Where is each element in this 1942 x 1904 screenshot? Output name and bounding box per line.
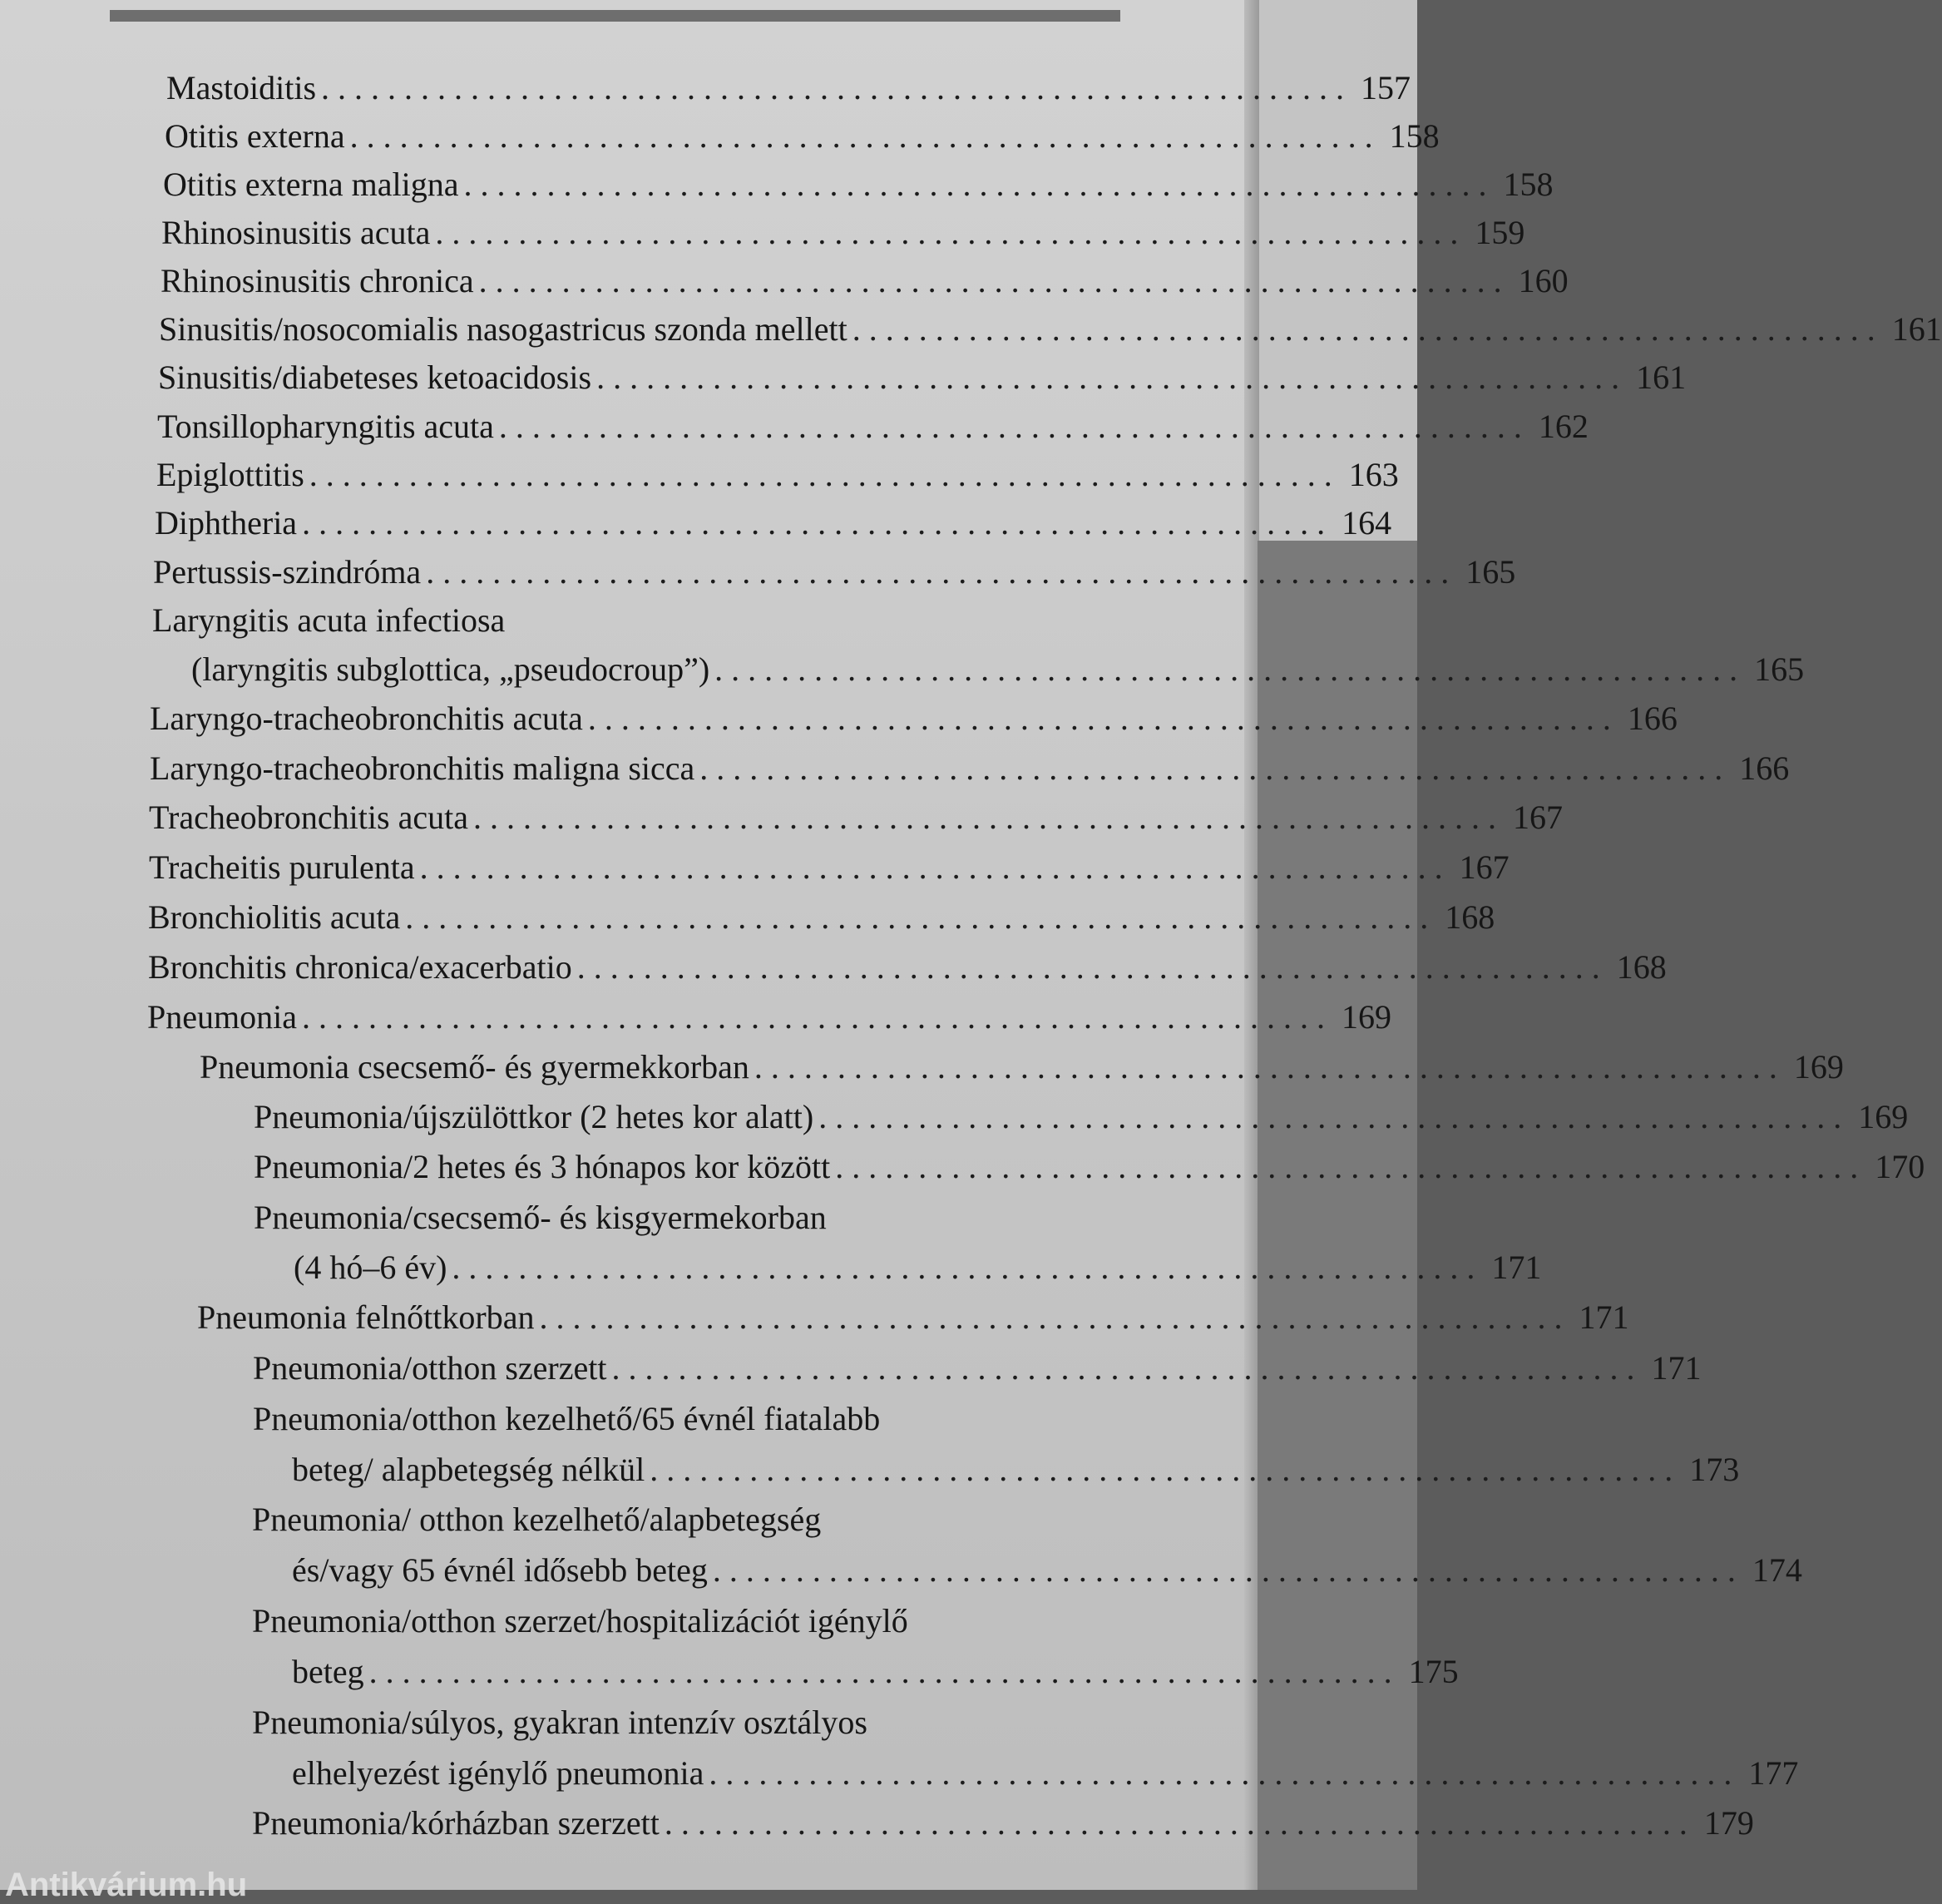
page-number: 169 — [1858, 1098, 1909, 1135]
toc-entry — [152, 601, 1130, 650]
toc-entry — [292, 1550, 1802, 1600]
toc-entry — [147, 997, 1391, 1047]
dot-leader: .............................................................. — [302, 504, 1334, 542]
page-number: 157 — [1361, 69, 1411, 106]
toc-entry — [253, 1348, 1702, 1398]
entry-title: Bronchiolitis acuta — [148, 898, 401, 936]
dot-leader: .............................................................. — [699, 749, 1732, 787]
dot-leader: .............................................................. — [498, 408, 1530, 445]
page-number: 171 — [1651, 1349, 1702, 1387]
entry-title: Otitis externa maligna — [163, 166, 459, 203]
page-number: 162 — [1538, 408, 1589, 445]
page-number: 158 — [1503, 166, 1554, 203]
dot-leader: .............................................................. — [478, 262, 1510, 299]
toc-entry — [148, 947, 1667, 997]
entry-title: Pneumonia/ otthon kezelhető/alapbetegség — [252, 1501, 822, 1538]
page-number: 174 — [1752, 1551, 1802, 1589]
dot-leader: .............................................................. — [426, 553, 1458, 591]
page-number: 163 — [1348, 456, 1399, 493]
dot-leader: .............................................................. — [405, 898, 1437, 936]
dot-leader: .............................................................. — [664, 1804, 1696, 1842]
dot-leader: .............................................................. — [712, 1551, 1744, 1589]
dot-leader: .............................................................. — [835, 1148, 1867, 1185]
page-number: 169 — [1341, 998, 1391, 1036]
dot-leader: .............................................................. — [472, 799, 1505, 836]
entry-title: beteg/ alapbetegség nélkül — [292, 1451, 645, 1488]
entry-title: Pneumonia csecsemő- és gyermekkorban — [200, 1048, 749, 1086]
page-number: 170 — [1875, 1148, 1925, 1185]
page-number: 173 — [1689, 1451, 1740, 1488]
page-number: 169 — [1793, 1048, 1844, 1086]
entry-title: Pneumonia/kórházban szerzett — [252, 1804, 660, 1842]
toc-entry — [166, 68, 1411, 118]
entry-title: Pneumonia/csecsemő- és kisgyermekorban — [254, 1199, 827, 1236]
toc-entry — [200, 1047, 1844, 1097]
toc-entry — [252, 1803, 1754, 1853]
entry-title: Mastoiditis — [166, 69, 317, 106]
dot-leader: .............................................................. — [650, 1451, 1682, 1488]
page-number: 159 — [1475, 214, 1525, 251]
entry-title: Otitis externa — [165, 117, 345, 155]
toc-entry — [294, 1248, 1542, 1298]
dot-leader: .............................................................. — [576, 948, 1608, 986]
toc-entry — [163, 165, 1554, 215]
toc-entry — [155, 503, 1392, 553]
page-number: 175 — [1408, 1653, 1459, 1690]
page-number: 165 — [1465, 553, 1516, 591]
watermark-text: Antikvárium.hu — [5, 1867, 248, 1903]
entry-title: Tonsillopharyngitis acuta — [157, 408, 494, 445]
entry-title: Pneumonia — [147, 998, 297, 1036]
page-number: 171 — [1579, 1298, 1629, 1336]
dot-leader: .............................................................. — [852, 310, 1884, 348]
entry-title: Pneumonia/súlyos, gyakran intenzív osztályos — [252, 1704, 867, 1741]
page-number: 168 — [1616, 948, 1667, 986]
toc-entry — [165, 116, 1440, 166]
toc-entry — [161, 213, 1525, 263]
page-number: 165 — [1754, 650, 1805, 688]
page-number: 161 — [1891, 310, 1942, 348]
dot-leader: .............................................................. — [368, 1653, 1401, 1690]
dot-leader: .............................................................. — [435, 214, 1467, 251]
dot-leader: .............................................................. — [452, 1249, 1484, 1286]
dot-leader: .............................................................. — [463, 166, 1495, 203]
toc-entry — [150, 699, 1678, 749]
toc-entry — [254, 1198, 1134, 1248]
entry-title: Pneumonia/újszülöttkor (2 hetes kor alatt) — [254, 1098, 814, 1135]
entry-title: és/vagy 65 évnél idősebb beteg — [292, 1551, 708, 1589]
toc-entry — [150, 749, 1790, 799]
entry-title: Pertussis-szindróma — [153, 553, 422, 591]
dot-leader: .............................................................. — [714, 650, 1747, 688]
toc-entry — [158, 358, 1687, 408]
page-number: 164 — [1342, 504, 1392, 542]
entry-title: (4 hó–6 év) — [294, 1249, 447, 1286]
toc-entry — [149, 848, 1510, 898]
entry-title: elhelyezést igénylő pneumonia — [292, 1754, 704, 1792]
toc-entry — [254, 1147, 1925, 1197]
toc-entry — [161, 261, 1569, 311]
entry-title: Pneumonia/otthon szerzet/hospitalizációt igénylő — [252, 1602, 908, 1639]
dot-leader: .............................................................. — [709, 1754, 1741, 1792]
entry-title: Laryngitis acuta infectiosa — [152, 601, 506, 639]
toc-entry — [191, 650, 1805, 700]
entry-title: Sinusitis/nosocomialis nasogastricus szonda mellett — [159, 310, 847, 348]
entry-title: Bronchitis chronica/exacerbatio — [148, 948, 572, 986]
page-number: 179 — [1703, 1804, 1754, 1842]
page-number: 158 — [1389, 117, 1440, 155]
toc-entry — [252, 1601, 1134, 1651]
entry-title: Laryngo-tracheobronchitis maligna sicca — [150, 749, 695, 787]
entry-title: Laryngo-tracheobronchitis acuta — [150, 700, 583, 737]
page-number: 161 — [1636, 359, 1687, 396]
entry-title: Epiglottitis — [156, 456, 304, 493]
entry-title: (laryngitis subglottica, „pseudocroup”) — [191, 650, 710, 688]
page-number: 167 — [1459, 848, 1510, 886]
entry-title: Pneumonia/otthon kezelhető/65 évnél fiatalabb — [253, 1400, 881, 1437]
entry-title: Pneumonia/otthon szerzett — [253, 1349, 607, 1387]
dot-leader: .............................................................. — [587, 700, 1619, 737]
entry-title: Rhinosinusitis chronica — [161, 262, 474, 299]
entry-title: Rhinosinusitis acuta — [161, 214, 431, 251]
page-number: 167 — [1512, 799, 1563, 836]
dot-leader: .............................................................. — [321, 69, 1353, 106]
dot-leader: .............................................................. — [349, 117, 1381, 155]
toc-entry — [252, 1703, 1134, 1753]
dot-leader: .............................................................. — [539, 1298, 1571, 1336]
dot-leader: .............................................................. — [309, 456, 1341, 493]
page-number: 166 — [1627, 700, 1678, 737]
dot-leader: .............................................................. — [754, 1048, 1786, 1086]
toc-entry — [292, 1652, 1459, 1702]
entry-title: Pneumonia/2 hetes és 3 hónapos kor között — [254, 1148, 831, 1185]
toc-entry — [292, 1753, 1799, 1803]
entry-title: Tracheobronchitis acuta — [149, 799, 468, 836]
toc-entry — [252, 1500, 1134, 1550]
page-number: 160 — [1518, 262, 1569, 299]
top-rule-bar — [110, 10, 1120, 22]
entry-title: Sinusitis/diabeteses ketoacidosis — [158, 359, 592, 396]
page-number: 177 — [1748, 1754, 1799, 1792]
dot-leader: .............................................................. — [818, 1098, 1851, 1135]
toc-entry — [253, 1399, 1134, 1449]
entry-title: Diphtheria — [155, 504, 298, 542]
toc-entry — [148, 898, 1495, 947]
toc-entry — [156, 455, 1399, 505]
page-number: 166 — [1739, 749, 1790, 787]
entry-title: beteg — [292, 1653, 364, 1690]
dot-leader: .............................................................. — [611, 1349, 1643, 1387]
entry-title: Tracheitis purulenta — [149, 848, 415, 886]
dot-leader: .............................................................. — [301, 998, 1333, 1036]
toc-entry — [197, 1298, 1629, 1348]
toc-entry — [149, 798, 1563, 848]
toc-entry — [254, 1097, 1909, 1147]
page-number: 168 — [1445, 898, 1495, 936]
toc-entry — [153, 552, 1516, 602]
dot-leader: .............................................................. — [419, 848, 1451, 886]
page-number: 171 — [1491, 1249, 1542, 1286]
toc-entry — [292, 1450, 1740, 1500]
toc-entry — [157, 407, 1589, 457]
toc-entry — [159, 309, 1942, 359]
dot-leader: .............................................................. — [596, 359, 1628, 396]
entry-title: Pneumonia felnőttkorban — [197, 1298, 535, 1336]
